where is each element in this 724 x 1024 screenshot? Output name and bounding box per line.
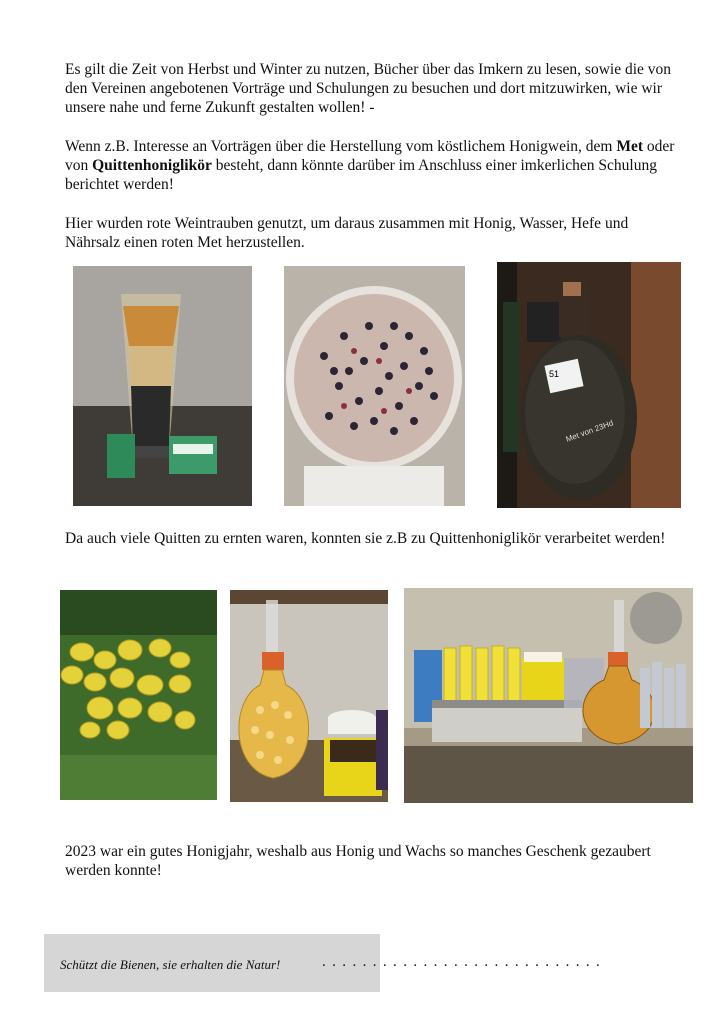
grapes-bucket-photo <box>284 266 465 506</box>
balloon-writing: Met von 23Hd <box>564 418 615 444</box>
met-text-3: besteht, dann könnte darüber im Anschluss einer imkerlichen Schulung berichtet werden! <box>65 157 657 193</box>
met-paragraph <box>65 137 680 194</box>
intro-paragraph: Es gilt die Zeit von Herbst und Winter zu nutzen, Bücher über das Imkern zu lesen, sowie die von den Vereinen angebotenen Vorträge und Schulungen zu besuchen und dort mitzuwirken, wie wir unsere nahe und ferne Zukunft gestalten wollen! - <box>65 61 672 116</box>
footer-slogan: Schützt die Bienen, sie erhalten die Natur! <box>60 957 281 972</box>
met-balloon-photo <box>497 262 681 508</box>
met-glass-photo <box>73 266 252 506</box>
kitchen-liqueur-photo <box>404 588 693 803</box>
met-bold: Met <box>616 138 643 155</box>
quince-paragraph: Da auch viele Quitten zu ernten waren, konnten sie z.B zu Quittenhoniglikör verarbeitet werden! <box>65 530 666 547</box>
met-text-2: oder von <box>65 138 675 174</box>
quinces-grass-photo <box>60 590 217 800</box>
balloon-tag-text: 51 <box>549 369 560 379</box>
footer-dotted-line: ............................ <box>322 954 607 970</box>
met-text-1: Wenn z.B. Interesse an Vorträgen über die Herstellung vom köstlichem Honigwein, dem <box>65 138 617 155</box>
grapes-paragraph: Hier wurden rote Weintrauben genutzt, um daraus zusammen mit Honig, Wasser, Hefe und Nährsalz einen roten Met herzustellen. <box>65 215 629 251</box>
quitten-bold: Quittenhoniglikör <box>92 157 212 174</box>
honey-year-paragraph: 2023 war ein gutes Honigjahr, weshalb aus Honig und Wachs so manches Geschenk gezaubert werden konnte! <box>65 843 651 879</box>
liqueur-balloon-photo <box>230 590 388 802</box>
